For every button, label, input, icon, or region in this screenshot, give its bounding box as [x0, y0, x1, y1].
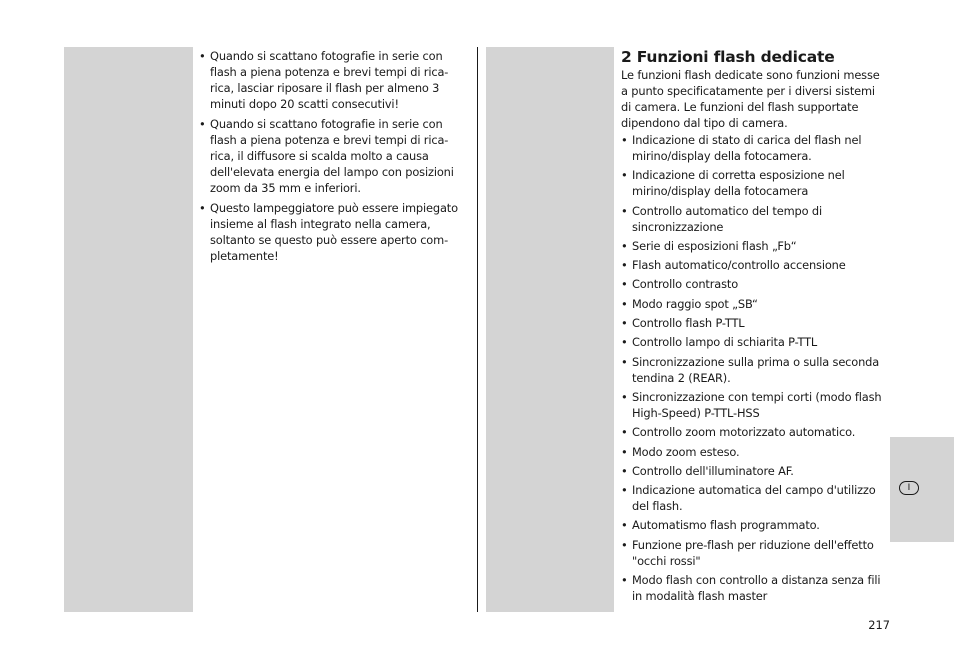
column-divider [477, 47, 478, 612]
list-item: • Automatismo flash programmato. [621, 517, 887, 533]
list-item: • Modo flash con controllo a distanza senza fili in modalità flash master [621, 572, 887, 604]
intro-paragraph: Le funzioni flash dedicate sono funzioni messe a punto specificatamente per i diversi sistemi di camera. Le funzioni del flash supportate dipendono dal tipo di camera. [621, 68, 880, 130]
list-item: • Indicazione di stato di carica del flash nel mirino/display della fotocamera. [621, 132, 887, 164]
list-item: • Quando si scattano fotografie in serie con flash a piena potenza e brevi tempi di ricarica, il diffusore si scalda molto a causa dell'elevata energia del lampo con posizioni zoom da 35 mm e inferiori. [199, 116, 465, 196]
list-item: • Controllo lampo di schiarita P-TTL [621, 334, 887, 350]
language-badge: I [899, 481, 919, 495]
left-margin-panel [64, 47, 193, 612]
list-item: • Funzione pre-flash per riduzione dell'effetto "occhi rossi" [621, 537, 887, 569]
list-item: • Controllo zoom motorizzato automatico. [621, 424, 887, 440]
list-item: • Controllo contrasto [621, 276, 887, 292]
list-item: • Quando si scattano fotografie in serie con flash a piena potenza e brevi tempi di ricarica, lasciar riposare il flash per almeno 3 minuti dopo 20 scatti consecutivi! [199, 48, 465, 112]
section-heading: 2 Funzioni flash dedicate [621, 48, 835, 66]
page-number: 217 [868, 618, 890, 632]
list-item: • Controllo automatico del tempo di sincronizzazione [621, 203, 887, 235]
feature-bullet-list [621, 132, 887, 604]
list-item: • Modo zoom esteso. [621, 444, 887, 460]
list-item: • Modo raggio spot „SB“ [621, 296, 887, 312]
list-item: • Indicazione automatica del campo d'utilizzo del flash. [621, 482, 887, 514]
list-item: • Controllo flash P-TTL [621, 315, 887, 331]
list-item: • Questo lampeggiatore può essere impiegato insieme al flash integrato nella camera, soltanto se questo può essere aperto completamente! [199, 200, 465, 264]
list-item: • Sincronizzazione con tempi corti (modo flash High-Speed) P-TTL-HSS [621, 389, 887, 421]
right-text-column [621, 47, 887, 607]
list-item: • Flash automatico/controllo accensione [621, 257, 887, 273]
left-text-column [199, 48, 465, 268]
list-item: • Sincronizzazione sulla prima o sulla seconda tendina 2 (REAR). [621, 354, 887, 386]
list-item: • Indicazione di corretta esposizione nel mirino/display della fotocamera [621, 167, 887, 199]
center-margin-panel [486, 47, 614, 612]
left-bullet-list [199, 48, 465, 264]
list-item: • Serie di esposizioni flash „Fb“ [621, 238, 887, 254]
list-item: • Controllo dell'illuminatore AF. [621, 463, 887, 479]
